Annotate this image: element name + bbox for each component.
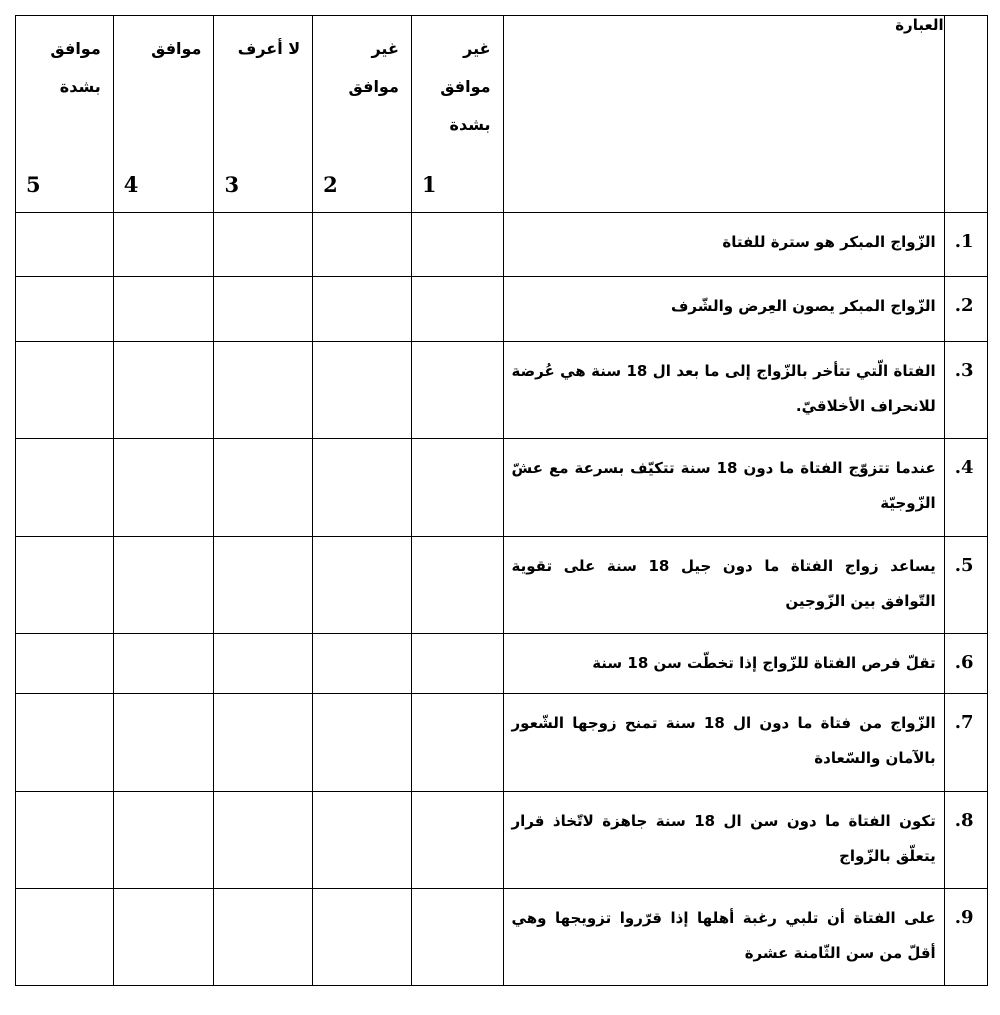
item-statement: الزّواج المبكر هو سترة للفتاة [503,213,944,277]
option-code: 4 [123,172,139,197]
response-cell-2[interactable] [313,342,412,439]
item-statement: على الفتاة أن تلبي رغبة أهلها إذا قرّروا تزويجها وهي أقلّ من سن الثّامنة عشرة [503,889,944,986]
response-cell-3[interactable] [214,889,313,986]
option-strongly-agree [16,16,114,213]
response-cell-1[interactable] [411,213,503,277]
response-cell-2[interactable] [313,537,412,634]
response-cell-5[interactable] [16,634,114,694]
item-statement: عندما تتزوّج الفتاة ما دون 18 سنة تتكيّف بسرعة مع عشّ الزّوجيّة [503,439,944,537]
response-cell-2[interactable] [313,889,412,986]
response-cell-1[interactable] [411,792,503,889]
response-cell-1[interactable] [411,439,503,537]
response-cell-3[interactable] [214,342,313,439]
table-row [16,342,988,439]
response-cell-1[interactable] [411,889,503,986]
option-code: 2 [323,172,338,197]
response-cell-4[interactable] [113,889,214,986]
item-number: .6 [944,634,987,694]
response-cell-3[interactable] [214,792,313,889]
response-cell-5[interactable] [16,792,114,889]
table-row [16,439,988,537]
item-number: .7 [944,694,987,792]
item-statement: تقلّ فرص الفتاة للزّواج إذا تخطّت سن 18 سنة [503,634,944,694]
item-statement: تكون الفتاة ما دون سن ال 18 سنة جاهزة لاتّخاذ قرار يتعلّق بالزّواج [503,792,944,889]
response-cell-2[interactable] [313,439,412,537]
response-cell-4[interactable] [113,439,214,537]
likert-survey-table [15,15,988,986]
item-statement: الفتاة الّتي تتأخر بالزّواج إلى ما بعد ال 18 سنة هي عُرضة للانحراف الأخلاقيّ. [503,342,944,439]
response-cell-4[interactable] [113,342,214,439]
response-cell-5[interactable] [16,439,114,537]
response-cell-5[interactable] [16,342,114,439]
table-row [16,537,988,634]
item-number: .2 [944,277,987,342]
response-cell-5[interactable] [16,213,114,277]
response-cell-3[interactable] [214,439,313,537]
table-row [16,694,988,792]
response-cell-3[interactable] [214,694,313,792]
response-cell-2[interactable] [313,277,412,342]
item-number: .3 [944,342,987,439]
item-number: .1 [944,213,987,277]
option-label: غير موافق [348,39,399,96]
option-label: موافق [151,39,202,58]
table-row [16,889,988,986]
response-cell-1[interactable] [411,694,503,792]
table-row [16,792,988,889]
header-number-cell [944,16,987,213]
response-cell-1[interactable] [411,342,503,439]
response-cell-2[interactable] [313,213,412,277]
response-cell-1[interactable] [411,277,503,342]
response-cell-3[interactable] [214,537,313,634]
header-row [16,16,988,213]
item-statement: الزّواج المبكر يصون العِرض والشّرف [503,277,944,342]
response-cell-4[interactable] [113,213,214,277]
option-label: موافق بشدة [50,39,101,96]
option-label: لا أعرف [237,39,301,58]
item-statement: يساعد زواج الفتاة ما دون جيل 18 سنة على تقوية التّوافق بين الزّوجين [503,537,944,634]
item-number: .9 [944,889,987,986]
response-cell-3[interactable] [214,213,313,277]
response-cell-1[interactable] [411,537,503,634]
item-number: .4 [944,439,987,537]
table-row [16,634,988,694]
response-cell-4[interactable] [113,277,214,342]
header-statement-label: العبارة [503,16,944,213]
item-statement: الزّواج من فتاة ما دون ال 18 سنة تمنح زوجها الشّعور بالآمان والسّعادة [503,694,944,792]
option-agree [113,16,214,213]
response-cell-5[interactable] [16,277,114,342]
response-cell-5[interactable] [16,537,114,634]
response-cell-4[interactable] [113,537,214,634]
option-disagree [313,16,412,213]
response-cell-4[interactable] [113,792,214,889]
response-cell-5[interactable] [16,889,114,986]
table-row [16,213,988,277]
response-cell-4[interactable] [113,634,214,694]
response-cell-5[interactable] [16,694,114,792]
option-label: غير موافق بشدة [440,39,491,134]
option-code: 1 [421,172,437,197]
response-cell-1[interactable] [411,634,503,694]
response-cell-2[interactable] [313,792,412,889]
response-cell-3[interactable] [214,277,313,342]
option-strongly-disagree [411,16,503,213]
response-cell-4[interactable] [113,694,214,792]
option-dont-know [214,16,313,213]
response-cell-2[interactable] [313,634,412,694]
table-row [16,277,988,342]
item-number: .8 [944,792,987,889]
response-cell-2[interactable] [313,694,412,792]
response-cell-3[interactable] [214,634,313,694]
item-number: .5 [944,537,987,634]
option-code: 5 [26,172,41,197]
option-code: 3 [224,172,240,197]
